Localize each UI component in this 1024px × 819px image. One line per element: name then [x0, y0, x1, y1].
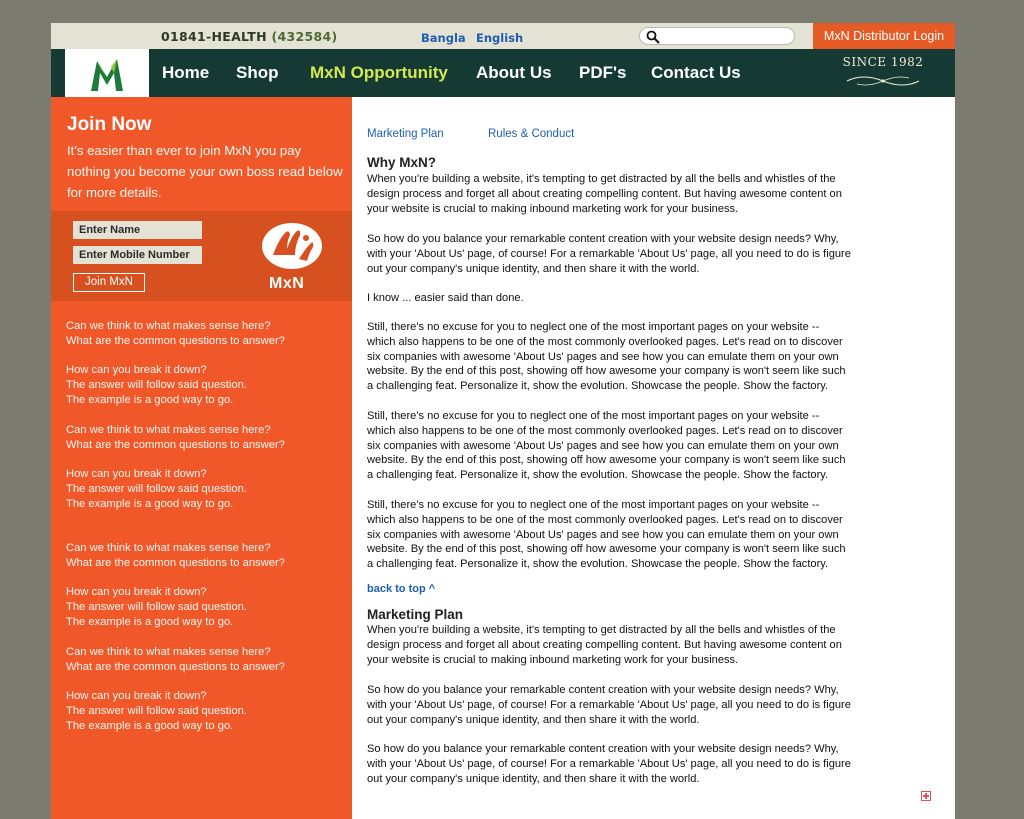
faq-line: How can you break it down?: [66, 364, 207, 376]
join-title: Join Now: [67, 114, 152, 135]
page-frame: [51, 23, 955, 819]
ornament-swirl-icon: [843, 73, 923, 89]
main-nav: [51, 49, 955, 97]
mxn-leaf-logo-icon: [87, 55, 127, 93]
hotline: [161, 29, 338, 44]
faq-line: How can you break it down?: [66, 586, 207, 598]
nav-pdfs[interactable]: PDF's: [579, 63, 627, 82]
since-badge: [841, 55, 925, 91]
hotline-number: 01841-HEALTH: [161, 29, 267, 44]
language-bangla-link[interactable]: Bangla: [421, 31, 466, 45]
marketing-plan-heading: Marketing Plan: [367, 607, 464, 622]
faq-group: [66, 319, 346, 349]
faq-line: What are the common questions to answer?: [66, 557, 285, 569]
faq-line: What are the common questions to answer?: [66, 439, 285, 451]
faq-line: How can you break it down?: [66, 690, 207, 702]
why-mxn-heading: Why MxN?: [367, 155, 436, 170]
mxn-brand-text: MxN: [269, 275, 305, 292]
marketing-plan-link[interactable]: Marketing Plan: [367, 128, 444, 140]
since-text: SINCE 1982: [842, 55, 924, 69]
faq-group: [66, 689, 346, 734]
search-input[interactable]: [664, 30, 788, 43]
nav-contact-us[interactable]: Contact Us: [651, 63, 741, 82]
expand-icon[interactable]: [921, 791, 931, 801]
faq-line: Can we think to what makes sense here?: [66, 646, 271, 658]
faq-group: [66, 541, 346, 571]
hotline-code: (432584): [271, 29, 338, 44]
faq-line: Can we think to what makes sense here?: [66, 542, 271, 554]
distributor-login-button[interactable]: MxN Distributor Login: [813, 23, 955, 49]
search-icon[interactable]: [646, 30, 660, 44]
search-box[interactable]: [639, 27, 795, 45]
logo[interactable]: [65, 49, 149, 97]
nav-mxn-opportunity[interactable]: MxN Opportunity: [310, 63, 448, 82]
why-paragraph-6: Still, there's no excuse for you to neglect one of the most important pages on your website -- which also happens to be one of the most commonly overlooked pages. Let's read on to discover six companies with awesome 'About Us' pages and see how you can emulate them on your own website. By the end of this post, showing off how awesome your company is won't seem like such a challenging feat. Personalize it, show the evolution. Showcase the people. Show the factory.: [367, 499, 846, 571]
plan-paragraph-2: So how do you balance your remarkable content creation with your website design needs? Why, with your 'About Us' page, of course! For a remarkable 'About Us' page, all you need to do is figure out your company's unique identity, and then share it with the world.: [367, 684, 851, 726]
faq-line: What are the common questions to answer?: [66, 335, 285, 347]
faq-group: [66, 645, 346, 675]
faq-line: The answer will follow said question.: [66, 601, 247, 613]
back-to-top-link[interactable]: back to top ^: [367, 583, 436, 595]
faq-line: How can you break it down?: [66, 468, 207, 480]
nav-shop[interactable]: Shop: [236, 63, 279, 82]
faq-line: The example is a good way to go.: [66, 394, 234, 406]
why-paragraph-2: So how do you balance your remarkable content creation with your website design needs? Why, with your 'About Us' page, of course! For a remarkable 'About Us' page, all you need to do is figure out your company's unique identity, and then share it with the world.: [367, 233, 851, 275]
why-paragraph-3: I know ... easier said than done.: [367, 292, 524, 304]
top-bar: [51, 23, 955, 49]
plan-paragraph-3: So how do you balance your remarkable content creation with your website design needs? Why, with your 'About Us' page, of course! For a remarkable 'About Us' page, all you need to do is figure out your company's unique identity, and then share it with the world.: [367, 743, 851, 785]
why-paragraph-4: Still, there's no excuse for you to neglect one of the most important pages on your website -- which also happens to be one of the most commonly overlooked pages. Let's read on to discover six companies with awesome 'About Us' pages and see how you can emulate them on your own website. By the end of this post, showing off how awesome your company is won't seem like such a challenging feat. Personalize it, show the evolution. Showcase the people. Show the factory.: [367, 321, 846, 393]
why-paragraph-1: When you're building a website, it's tempting to get distracted by all the bells and whistles of the design process and forget all about creating compelling content. But having awesome content on your website is crucial to making inbound marketing work for your business.: [367, 173, 842, 215]
nav-about-us[interactable]: About Us: [476, 63, 552, 82]
faq-group: [66, 467, 346, 512]
faq-line: The answer will follow said question.: [66, 483, 247, 495]
faq-line: Can we think to what makes sense here?: [66, 424, 271, 436]
faq-group: [66, 363, 346, 408]
faq-group: [66, 423, 346, 453]
mobile-number-field[interactable]: Enter Mobile Number: [73, 246, 202, 264]
nav-home[interactable]: Home: [162, 63, 210, 82]
faq-line: The example is a good way to go.: [66, 720, 234, 732]
sidebar: [51, 97, 352, 819]
faq-line: Can we think to what makes sense here?: [66, 320, 271, 332]
language-english-link[interactable]: English: [476, 31, 524, 45]
faq-line: The example is a good way to go.: [66, 616, 234, 628]
join-mxn-button[interactable]: Join MxN: [73, 273, 145, 292]
name-field[interactable]: Enter Name: [73, 221, 202, 239]
join-description: It's easier than ever to join MxN you pay nothing you become your own boss read below for more details.: [67, 143, 343, 200]
main-content: [367, 97, 927, 819]
plan-paragraph-1: When you're building a website, it's tempting to get distracted by all the bells and whistles of the design process and forget all about creating compelling content. But having awesome content on your website is crucial to making inbound marketing work for your business.: [367, 624, 842, 666]
join-form: [51, 211, 352, 301]
faq-line: The example is a good way to go.: [66, 498, 234, 510]
faq-group: [66, 585, 346, 630]
rules-conduct-link[interactable]: Rules & Conduct: [488, 128, 575, 140]
faq-line: What are the common questions to answer?: [66, 661, 285, 673]
faq-line: The answer will follow said question.: [66, 705, 247, 717]
faq-line: The answer will follow said question.: [66, 379, 247, 391]
why-paragraph-5: Still, there's no excuse for you to neglect one of the most important pages on your website -- which also happens to be one of the most commonly overlooked pages. Let's read on to discover six companies with awesome 'About Us' pages and see how you can emulate them on your own website. By the end of this post, showing off how awesome your company is won't seem like such a challenging feat. Personalize it, show the evolution. Showcase the people. Show the factory.: [367, 410, 846, 482]
mxn-hands-emblem-icon: [259, 221, 325, 271]
